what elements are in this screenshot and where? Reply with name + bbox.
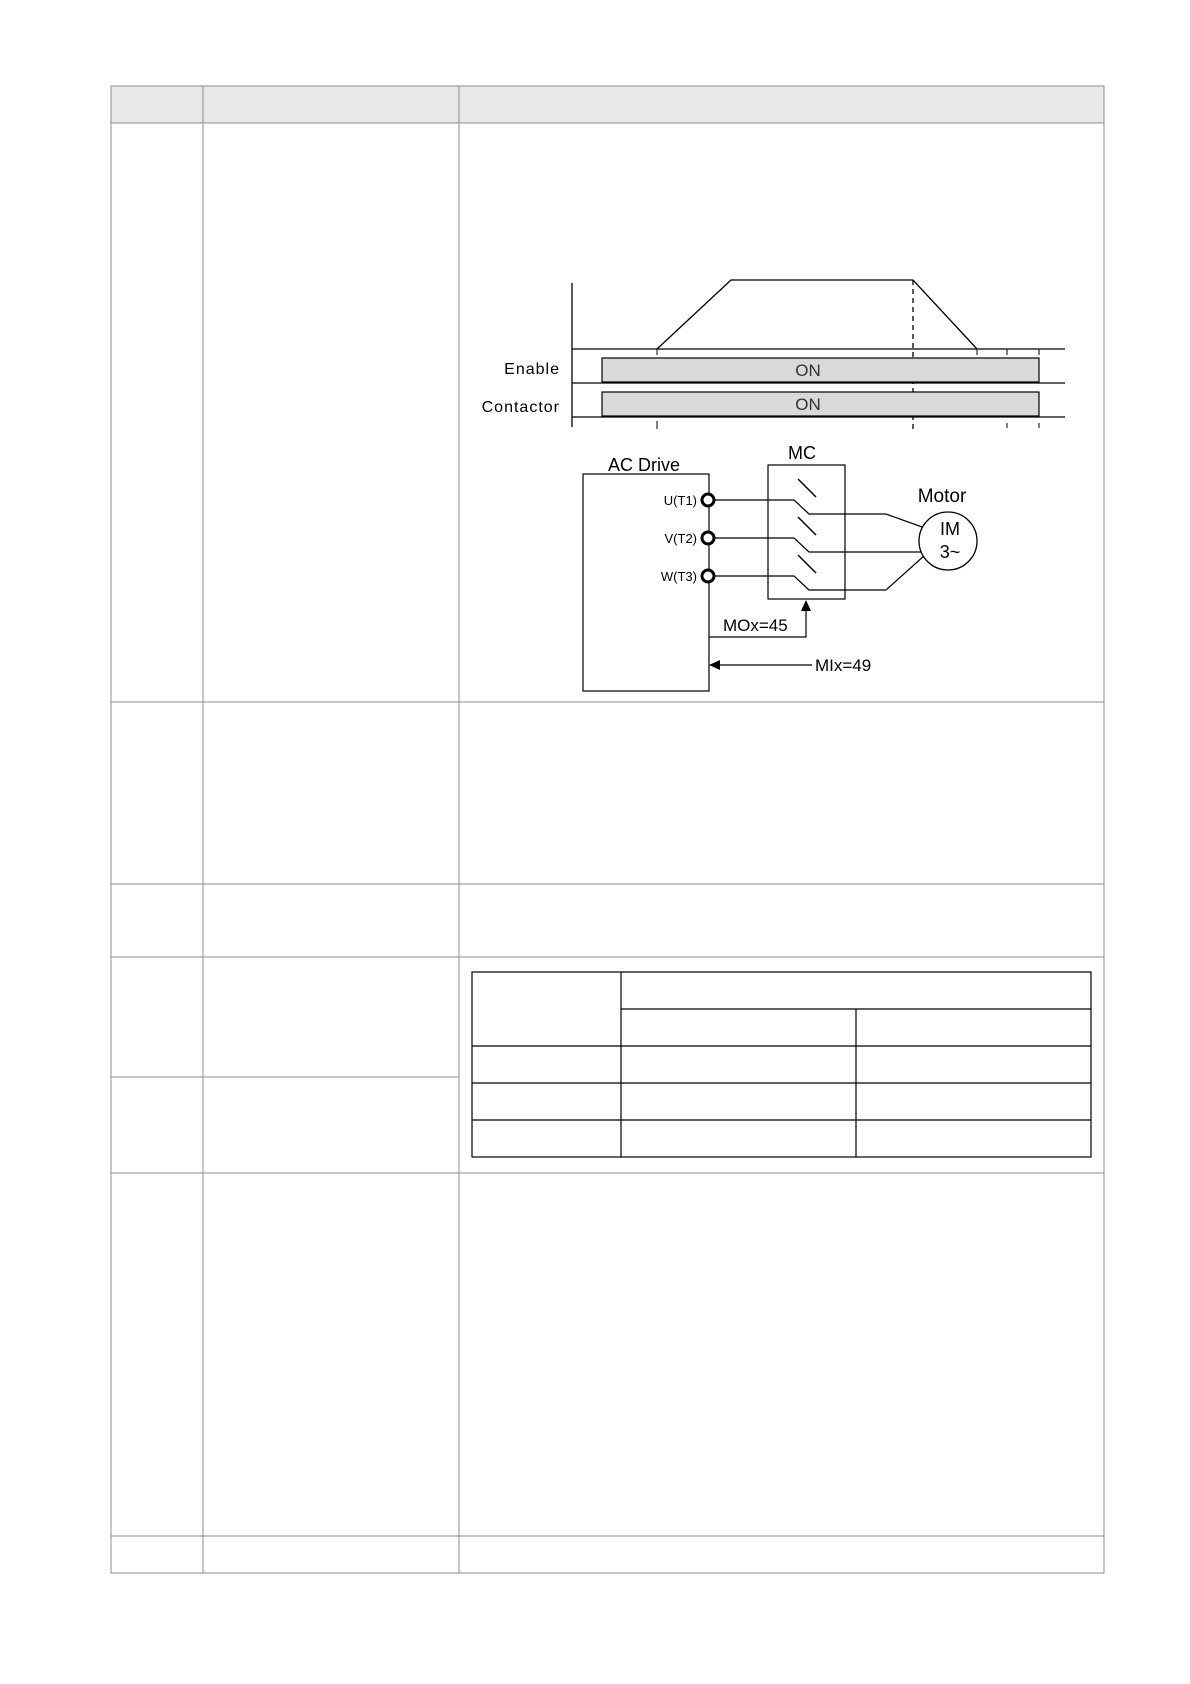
- mc-box: [768, 465, 845, 599]
- terminal-label-u: U(T1): [663, 493, 697, 508]
- phase-wires: [714, 500, 925, 590]
- output-signal-arrow: [801, 600, 811, 611]
- table-border: [111, 86, 1104, 1573]
- terminal-label-w: W(T3): [660, 569, 697, 584]
- enable-state-label: ON: [795, 361, 821, 380]
- contactor-label: Contactor: [481, 399, 560, 416]
- table-header-row: [111, 86, 1104, 123]
- terminal-w: [702, 570, 714, 582]
- terminal-v: [702, 532, 714, 544]
- terminal-label-v: V(T2): [664, 531, 697, 546]
- input-signal-arrow: [709, 660, 720, 670]
- enable-label: Enable: [504, 361, 560, 378]
- input-signal-label: MIx=49: [815, 656, 872, 675]
- contactor-state-label: ON: [795, 395, 821, 414]
- motor-symbol-line1: IM: [940, 519, 960, 539]
- motor-label: Motor: [917, 486, 967, 507]
- ac-drive-label: AC Drive: [607, 455, 681, 475]
- wiring-diagram: [583, 443, 977, 691]
- inner-settings-table: [472, 972, 1091, 1157]
- timing-diagram: [482, 280, 1065, 430]
- motor-symbol-line2: 3~: [939, 542, 961, 562]
- frequency-trapezoid: [657, 280, 977, 349]
- parameter-table: [111, 86, 1104, 1573]
- mc-label: MC: [788, 443, 816, 463]
- output-signal-label: MOx=45: [723, 616, 788, 635]
- contact-blades: [798, 479, 816, 573]
- terminal-u: [702, 494, 714, 506]
